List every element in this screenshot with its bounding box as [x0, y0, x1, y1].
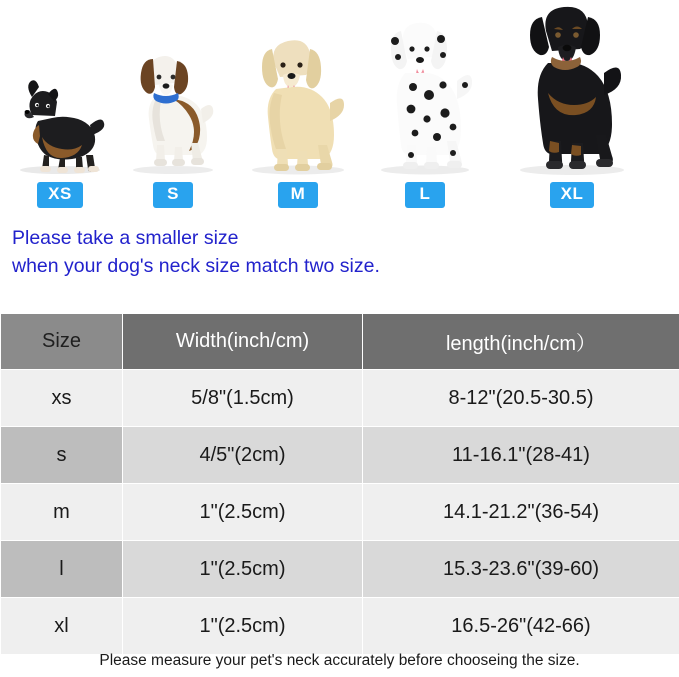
- table-header-row: [1, 314, 679, 370]
- cell-size: xl: [1, 598, 123, 655]
- size-badge-l: L: [405, 182, 445, 208]
- cell-width: 1"(2.5cm): [123, 541, 363, 598]
- size-badge-xs: XS: [37, 182, 83, 208]
- table-header-length: length(inch/cm）: [363, 314, 679, 370]
- table-row: [1, 484, 679, 541]
- cell-size: l: [1, 541, 123, 598]
- table-row: [1, 541, 679, 598]
- table-row: [1, 370, 679, 427]
- cell-length: 15.3-23.6"(39-60): [363, 541, 679, 598]
- cell-length: 14.1-21.2"(36-54): [363, 484, 679, 541]
- size-advice-notice: [12, 224, 679, 281]
- cell-width: 1"(2.5cm): [123, 484, 363, 541]
- dalmatian-icon: [365, 9, 485, 175]
- size-badge-xl: XL: [550, 182, 595, 208]
- size-item-m: [238, 0, 358, 208]
- size-item-s: [113, 0, 233, 208]
- table-header-size: Size: [1, 314, 123, 370]
- cell-size: xs: [1, 370, 123, 427]
- small-black-tan-puppy-icon: [0, 63, 120, 175]
- cell-width: 4/5"(2cm): [123, 427, 363, 484]
- cell-size: m: [1, 484, 123, 541]
- table-row: [1, 427, 679, 484]
- cell-size: s: [1, 427, 123, 484]
- table-header-width: Width(inch/cm): [123, 314, 363, 370]
- measure-footnote: Please measure your pet's neck accurately before chooseing the size.: [99, 652, 580, 669]
- notice-line-2: when your dog's neck size match two size.: [12, 255, 380, 278]
- table-row: [1, 598, 679, 655]
- cell-length: 11-16.1"(28-41): [363, 427, 679, 484]
- size-item-xs: [0, 0, 120, 208]
- size-table-wrap: [0, 313, 679, 655]
- dog-size-row: [0, 0, 679, 208]
- rottweiler-icon: [497, 0, 647, 175]
- size-badge-s: S: [153, 182, 193, 208]
- size-badge-m: M: [278, 182, 318, 208]
- golden-retriever-icon: [238, 23, 358, 175]
- size-item-xl: [497, 0, 647, 208]
- size-table: [0, 313, 679, 655]
- beagle-icon: [113, 37, 233, 175]
- cell-width: 1"(2.5cm): [123, 598, 363, 655]
- cell-length: 16.5-26"(42-66): [363, 598, 679, 655]
- notice-line-1: Please take a smaller size: [12, 227, 239, 249]
- size-item-l: [365, 0, 485, 208]
- cell-width: 5/8"(1.5cm): [123, 370, 363, 427]
- cell-length: 8-12"(20.5-30.5): [363, 370, 679, 427]
